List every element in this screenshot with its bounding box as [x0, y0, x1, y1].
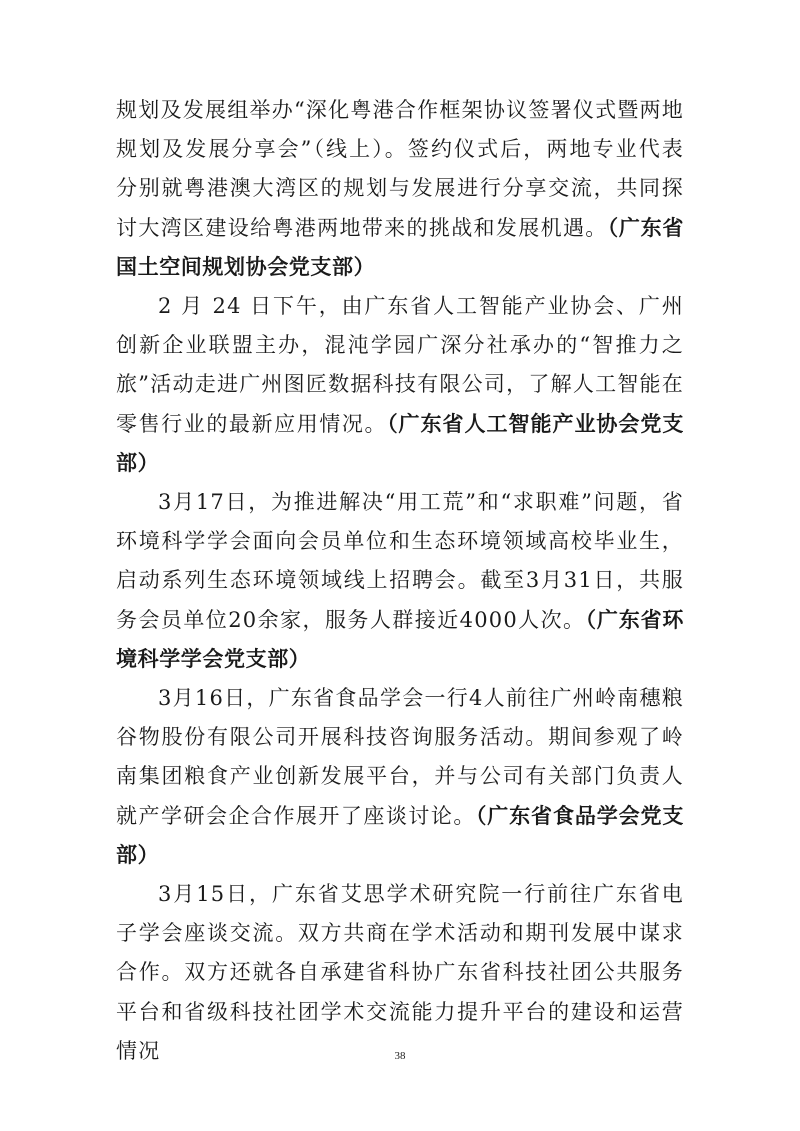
- org-attribution: （广东省人工智能产业协会党支部）: [116, 411, 684, 475]
- org-attribution: （广东省食品学会党支部）: [116, 803, 685, 867]
- paragraph-text: 3月15日，广东省艾思学术研究院一行前往广东省电子学会座谈交流。双方共商在学术活动和期刊发展中谋求合作。双方还就各自承建省科协广东省科技社团公共服务平台和省级科技社团学术交流能力提升平台的建设和运营情况: [116, 882, 684, 1063]
- paragraph-text: 3月17日，为推进解决“用工荒”和“求职难”问题，省环境科学学会面向会员单位和生态环境领域高校毕业生，启动系列生态环境领域线上招聘会。截至3月31日，共服务会员单位20余家，服务人群接近4000人次。: [116, 490, 684, 632]
- paragraph-aisi-institute: [116, 875, 684, 1071]
- paragraph-text: 规划及发展组举办“深化粤港合作框架协议签署仪式暨两地规划及发展分享会”（线上）。签约仪式后，两地专业代表分别就粤港澳大湾区的规划与发展进行分享交流，共同探讨大湾区建设给粤港两地带来的挑战和发展机遇。: [116, 98, 684, 240]
- paragraph-text: 2 月 24 日下午，由广东省人工智能产业协会、广州创新企业联盟主办，混沌学园广深分社承办的“智推力之旅”活动走进广州图匠数据科技有限公司，了解人工智能在零售行业的最新应用情况。: [116, 294, 684, 436]
- paragraph-environmental-society: [116, 483, 684, 679]
- paragraph-text: 3月16日，广东省食品学会一行4人前往广州岭南穗粮谷物股份有限公司开展科技咨询服务活动。期间参观了岭南集团粮食产业创新发展平台，并与公司有关部门负责人就产学研会企合作展开了座谈讨论。: [116, 686, 684, 828]
- paragraph-planning-association: [116, 91, 684, 287]
- document-body: [116, 91, 684, 1071]
- paragraph-food-society: [116, 679, 684, 875]
- paragraph-ai-association: [116, 287, 684, 483]
- org-attribution: （广东省环境科学学会党支部）: [116, 607, 685, 671]
- page-number: 38: [394, 1050, 406, 1062]
- org-attribution: （广东省国土空间规划协会党支部）: [116, 215, 684, 279]
